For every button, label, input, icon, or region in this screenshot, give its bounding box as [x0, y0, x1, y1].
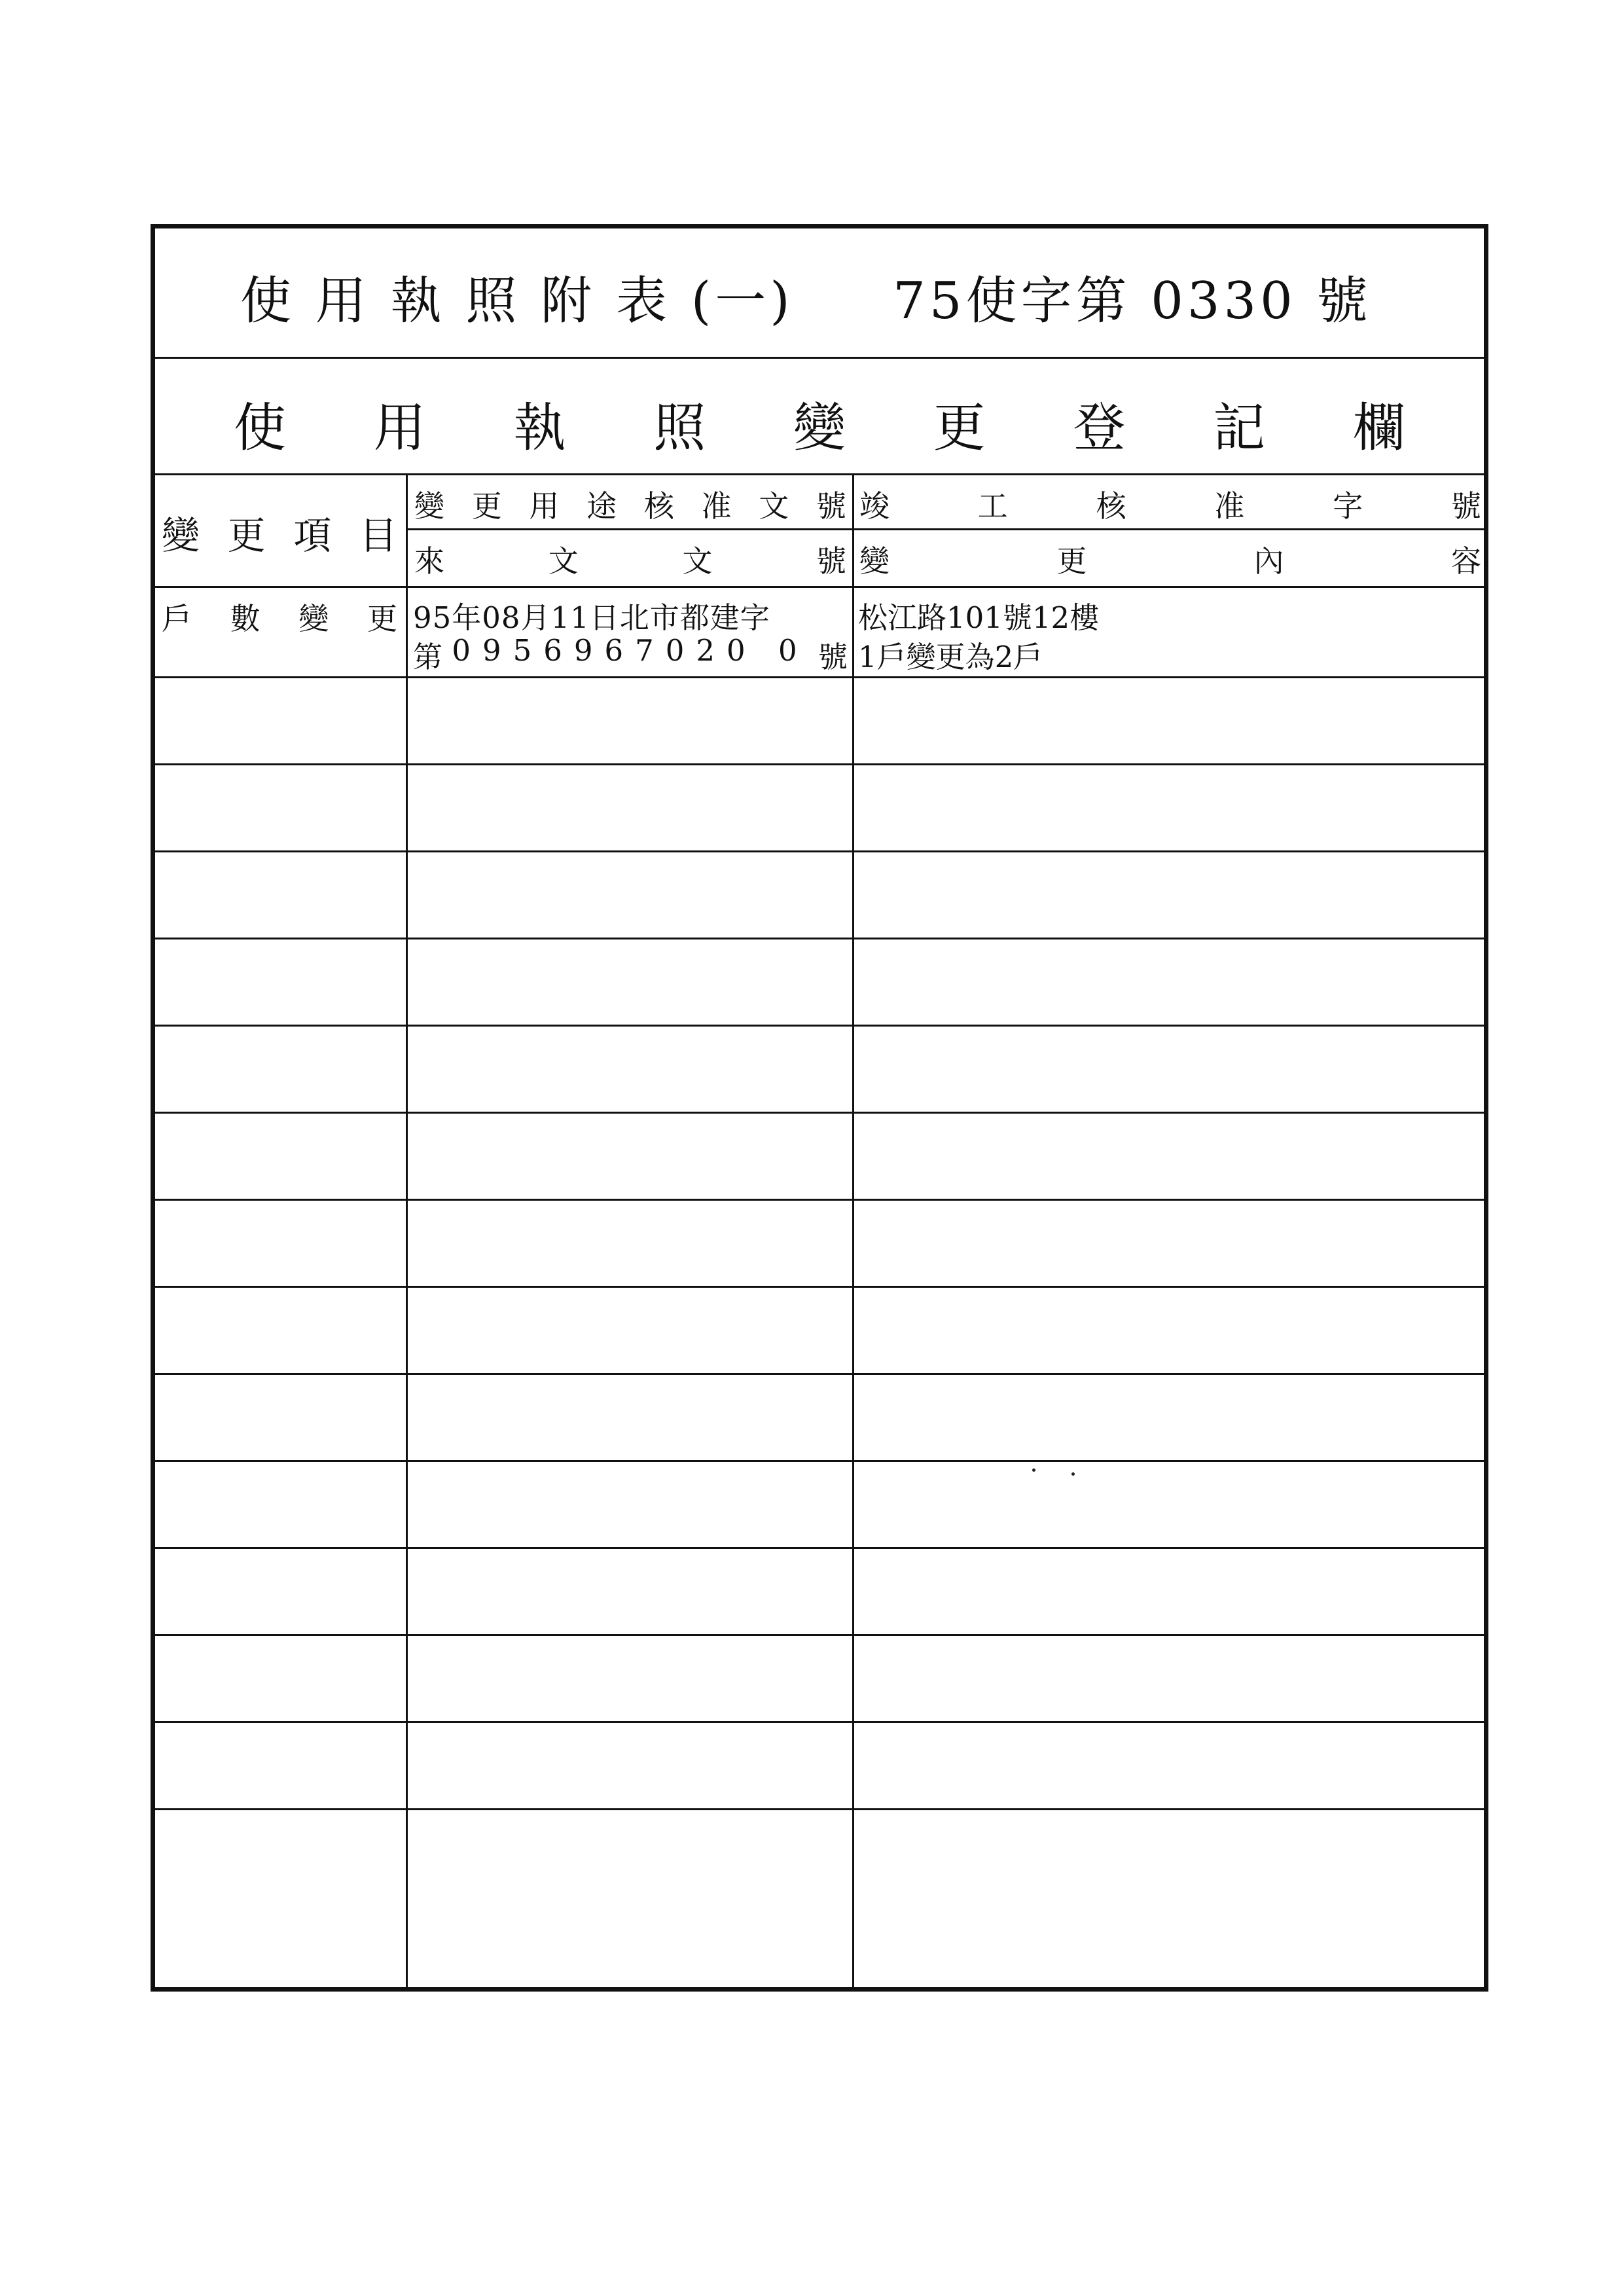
header-char: 文: [759, 488, 789, 524]
form-title: [240, 260, 1372, 333]
header-char: 目: [359, 513, 397, 558]
banner-char: 登: [1073, 397, 1126, 458]
row-item: [162, 595, 397, 638]
header-item: [162, 505, 397, 560]
speck: [1071, 1472, 1075, 1476]
header-char: 項: [293, 513, 332, 558]
banner-char: 更: [933, 397, 986, 458]
doc-number: 0956967020 0: [452, 633, 809, 668]
header-char: 竣: [859, 488, 890, 524]
header-char: 准: [1214, 488, 1245, 524]
item-char: 變: [298, 601, 329, 636]
header-char: 內: [1253, 543, 1284, 579]
header-content: [859, 538, 1481, 581]
header-incoming: [414, 538, 846, 581]
row-divider: [155, 1808, 1484, 1810]
change-table: [155, 473, 1484, 1987]
banner-char: 執: [513, 397, 566, 458]
column-divider: [406, 473, 408, 1987]
column-divider: [852, 473, 854, 1987]
header-char: 途: [586, 488, 617, 524]
banner-row: [155, 357, 1484, 475]
item-char: 戶: [162, 601, 192, 636]
row-doc-line1: 95年08月11日北市都建字: [413, 600, 770, 635]
row-divider: [155, 1634, 1484, 1636]
speck: [1032, 1468, 1035, 1472]
row-divider: [155, 1460, 1484, 1462]
header-char: 號: [816, 488, 846, 524]
row-divider: [155, 763, 1484, 765]
item-char: 更: [367, 601, 397, 636]
header-char: 號: [1450, 488, 1481, 524]
header-char: 更: [1056, 543, 1087, 579]
header-bottom-line: [155, 586, 1484, 588]
header-use-approval: [414, 483, 846, 526]
header-char: 文: [682, 543, 713, 579]
banner-title: [234, 386, 1405, 461]
header-char: 更: [471, 488, 502, 524]
doc-suffix: 號: [818, 640, 848, 674]
title-left: 使 用 執 照 附 表 (一): [240, 272, 794, 331]
header-char: 容: [1450, 543, 1481, 579]
header-char: 文: [548, 543, 579, 579]
form-frame: [151, 224, 1488, 1992]
header-char: 核: [1096, 488, 1126, 524]
header-char: 工: [977, 488, 1008, 524]
row-content-line1: 松江路101號12樓: [858, 600, 1100, 635]
banner-char: 照: [653, 397, 706, 458]
header-char: 准: [701, 488, 732, 524]
row-divider: [155, 850, 1484, 852]
header-char: 用: [529, 488, 560, 524]
banner-char: 用: [373, 397, 426, 458]
header-char: 號: [816, 543, 846, 579]
banner-char: 使: [234, 397, 286, 458]
item-char: 數: [230, 601, 261, 636]
header-completion: [859, 483, 1481, 526]
row-content-line2: 1戶變更為2戶: [858, 640, 1043, 674]
banner-char: 記: [1213, 397, 1266, 458]
row-divider: [155, 676, 1484, 678]
header-char: 字: [1333, 488, 1363, 524]
banner-char: 變: [793, 397, 846, 458]
row-divider: [155, 1286, 1484, 1288]
row-divider: [155, 1199, 1484, 1201]
header-char: 核: [643, 488, 674, 524]
banner-char: 欄: [1353, 397, 1405, 458]
header-char: 變: [859, 543, 890, 579]
header-char: 變: [414, 488, 444, 524]
row-doc-line2: [413, 633, 848, 676]
header-char: 更: [227, 513, 266, 558]
header-char: 變: [162, 513, 200, 558]
header-char: 來: [414, 543, 444, 579]
row-divider: [155, 1721, 1484, 1723]
row-divider: [155, 1112, 1484, 1114]
doc-prefix: 第: [413, 640, 443, 674]
row-divider: [155, 1547, 1484, 1549]
title-row: [155, 228, 1484, 359]
row-divider: [155, 1373, 1484, 1375]
permit-number: 75使字第 0330 號: [893, 272, 1372, 331]
row-divider: [155, 1025, 1484, 1027]
header-divider: [406, 528, 1484, 530]
row-divider: [155, 938, 1484, 939]
